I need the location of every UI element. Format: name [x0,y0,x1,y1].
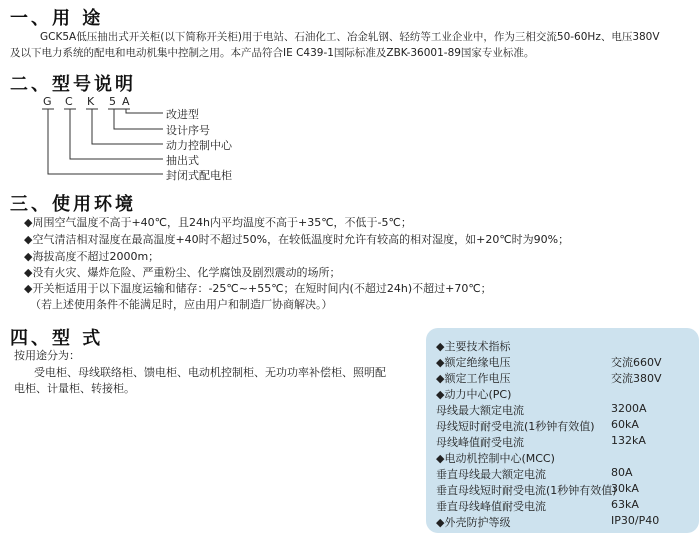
model-label-improved: 改进型 [166,108,199,121]
spec-key: ◆动力中心(PC) [436,388,512,401]
types-subtitle: 按用途分为： [14,349,80,362]
env-item-2: ◆空气清洁相对湿度在最高温度+40时不超过50%，在较低温度时允许有较高的相对湿度，如+20℃时为90%； [24,233,570,246]
spec-key: 垂直母线最大额定电流 [436,468,546,481]
spec-key: ◆外壳防护等级 [436,516,511,529]
section-title-purpose: 一、用 途 [10,8,104,29]
model-letter-g: G [43,95,52,108]
env-item-6: （若上述使用条件不能满足时，应由用户和制造厂协商解决。） [30,298,333,311]
section-title-environment: 三、使用环境 [10,194,136,215]
spec-value: 80A [611,466,633,479]
model-letter-k: K [87,95,95,108]
spec-row [436,386,696,401]
types-line-2: 电柜、计量柜、转接柜。 [14,382,135,395]
model-letter-5: 5 [109,95,116,108]
env-item-1: ◆周围空气温度不高于+40℃，且24h内平均温度不高于+35℃，不低于-5℃； [24,216,412,229]
spec-row [436,354,696,369]
spec-value: 60kA [611,418,639,431]
spec-value: IP30/P40 [611,514,660,527]
spec-key: 垂直母线峰值耐受电流 [436,500,546,513]
spec-row [436,466,696,481]
env-item-3: ◆海拔高度不超过2000m； [24,250,160,263]
tech-spec-panel [426,328,699,533]
spec-key: ◆主要技术指标 [436,340,511,353]
spec-value: 交流380V [611,372,662,385]
spec-row [436,418,696,433]
spec-key: 母线短时耐受电流(1秒钟有效值) [436,420,595,433]
env-item-4: ◆没有火灾、爆炸危险、严重粉尘、化学腐蚀及剧烈震动的场所； [24,266,341,279]
spec-value: 30kA [611,482,639,495]
spec-value: 交流660V [611,356,662,369]
spec-value: 63kA [611,498,639,511]
spec-row [436,514,696,529]
spec-row [436,338,696,353]
spec-key: ◆额定工作电压 [436,372,511,385]
spec-row [436,434,696,449]
spec-key: ◆电动机控制中心(MCC) [436,452,555,465]
spec-key: 母线峰值耐受电流 [436,436,524,449]
spec-value: 132kA [611,434,646,447]
spec-key: ◆额定绝缘电压 [436,356,511,369]
purpose-line-2: 及以下电力系统的配电和电动机集中控制之用。本产品符合IE C439-1国际标准及ZBK-36001-89国家专业标准。 [10,47,535,59]
spec-value: 3200A [611,402,647,415]
spec-row [436,402,696,417]
section-title-model: 二、型号说明 [10,74,136,95]
spec-row [436,482,696,497]
purpose-line-1: GCK5A低压抽出式开关柜(以下简称开关柜)用于电站、石油化工、冶金轧钢、轻纺等工业企业中，作为三相交流50-60Hz、电压380V [40,31,660,43]
model-letter-a: A [122,95,130,108]
section-title-types: 四、型 式 [10,328,104,349]
spec-row [436,450,696,465]
model-letter-c: C [65,95,73,108]
spec-row [436,498,696,513]
spec-row [436,370,696,385]
spec-key: 母线最大额定电流 [436,404,524,417]
model-label-power-center: 动力控制中心 [166,139,232,152]
model-label-drawout: 抽出式 [166,154,199,167]
spec-key: 垂直母线短时耐受电流(1秒钟有效值) [436,484,617,497]
model-label-design-no: 设计序号 [166,124,210,137]
model-label-enclosed: 封闭式配电柜 [166,169,232,182]
env-item-5: ◆开关柜适用于以下温度运输和储存：-25℃~+55℃；在短时间内(不超过24h)不超过+70℃； [24,282,492,295]
types-line-1: 受电柜、母线联络柜、馈电柜、电动机控制柜、无功功率补偿柜、照明配 [34,366,386,379]
